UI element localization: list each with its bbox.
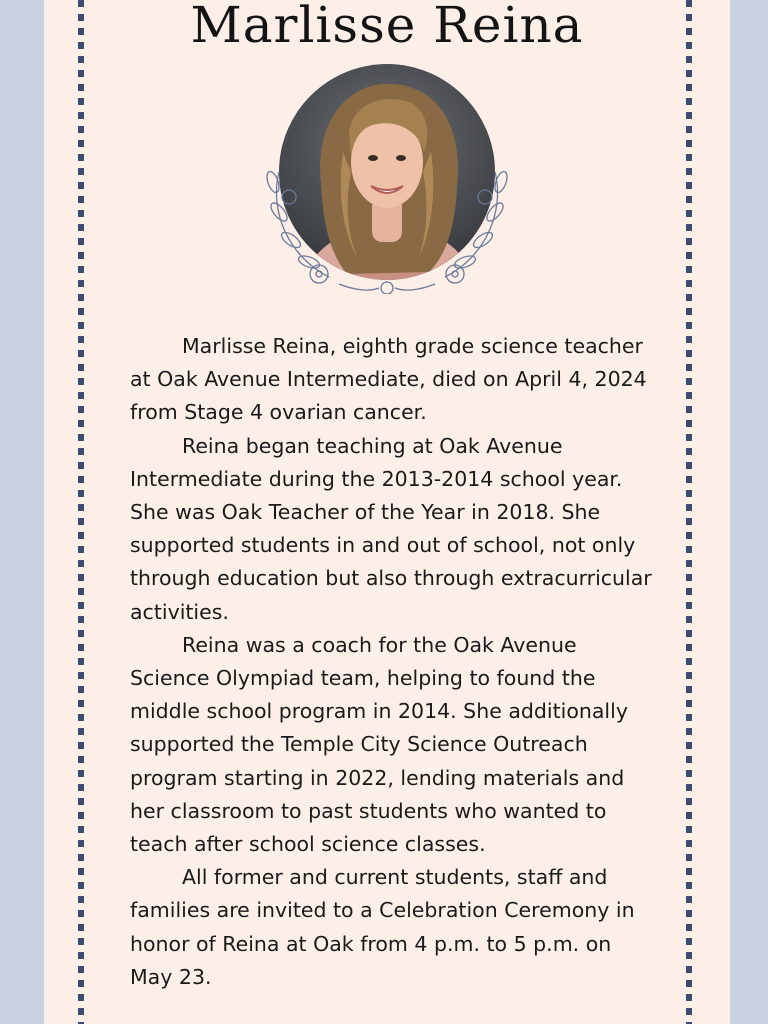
left-dashed-border: [78, 0, 84, 1024]
paragraph-3: Reina was a coach for the Oak Avenue Science Olympiad team, helping to found the middle school program in 2014. She additionally supported the Temple City Science Outreach program starting in 2022, lending materials and her classroom to past students who wanted to teach after school science classes.: [130, 632, 628, 857]
portrait-image: [259, 62, 515, 294]
obituary-body: [130, 330, 660, 994]
obituary-page: [44, 0, 730, 1024]
paragraph-2: Reina began teaching at Oak Avenue Intermediate during the 2013-2014 school year. She was Oak Teacher of the Year in 2018. She supported students in and out of school, not only through education but also through extracurricular activities.: [130, 433, 652, 624]
portrait: [259, 62, 515, 294]
paragraph-4: All former and current students, staff and families are invited to a Celebration Ceremony in honor of Reina at Oak from 4 p.m. to 5 p.m. on May 23.: [130, 865, 635, 989]
paragraph-1: Marlisse Reina, eighth grade science teacher at Oak Avenue Intermediate, died on April 4, 2024 from Stage 4 ovarian cancer.: [130, 334, 647, 425]
right-dashed-border: [686, 0, 692, 1024]
page-title: Marlisse Reina: [190, 0, 584, 54]
